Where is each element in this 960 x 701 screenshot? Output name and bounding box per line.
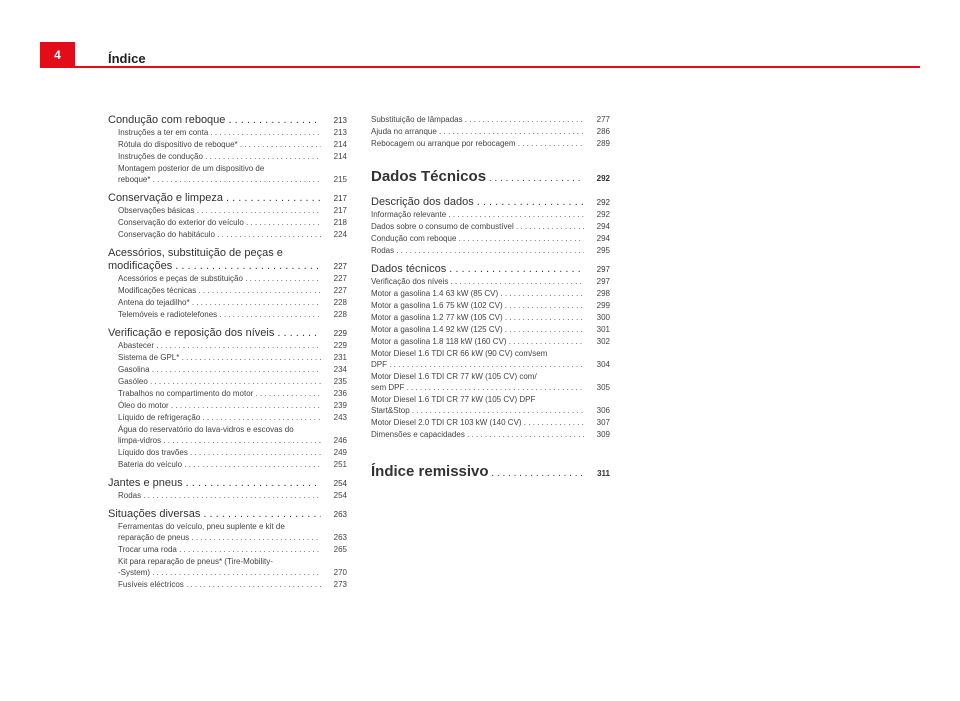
toc-page-number: 243 xyxy=(333,413,347,422)
toc-chapter-label: Índice remissivo xyxy=(371,463,489,480)
toc-page-number: 231 xyxy=(333,353,347,362)
toc-entry[interactable] xyxy=(371,288,610,300)
toc-entry-label: Telemóveis e radiotelefones xyxy=(118,310,218,319)
toc-entry[interactable] xyxy=(108,376,347,388)
toc-entry-label: Conservação do habitáculo xyxy=(118,230,215,239)
toc-page-number: 213 xyxy=(333,128,347,137)
toc-entry-label: Motor a gasolina 1.2 77 kW (105 CV) xyxy=(371,313,503,322)
toc-page-number: 228 xyxy=(333,310,347,319)
toc-page-number: 228 xyxy=(333,298,347,307)
toc-entry[interactable] xyxy=(371,429,610,441)
toc-entry[interactable] xyxy=(371,324,610,336)
toc-page-number: 236 xyxy=(333,389,347,398)
toc-page-number: 249 xyxy=(333,448,347,457)
toc-page-number: 217 xyxy=(333,194,347,203)
toc-entry[interactable] xyxy=(108,544,347,556)
toc-entry-label: Motor Diesel 2.0 TDI CR 103 kW (140 CV) xyxy=(371,418,522,427)
toc-entry-label-line1: Motor Diesel 1.6 TDI CR 77 kW (105 CV) DPF xyxy=(371,395,536,404)
toc-entry-label: Instruções a ter em conta xyxy=(118,128,209,137)
toc-entry-label: Condução com reboque xyxy=(371,234,457,243)
toc-entry-label: Observações básicas xyxy=(118,206,195,215)
toc-page-number: 289 xyxy=(596,139,610,148)
toc-entry-multiline[interactable] xyxy=(108,425,347,447)
toc-entry[interactable] xyxy=(371,221,610,233)
toc-entry[interactable] xyxy=(108,151,347,163)
toc-page-number: 263 xyxy=(333,533,347,542)
toc-page-number: 297 xyxy=(596,277,610,286)
toc-entry[interactable] xyxy=(371,126,610,138)
toc-entry-label-line1: Motor Diesel 1.6 TDI CR 66 kW (90 CV) com/sem xyxy=(371,349,548,358)
toc-entry-multiline[interactable] xyxy=(371,349,610,371)
toc-entry-label: Motor a gasolina 1.6 75 kW (102 CV) xyxy=(371,301,503,310)
toc-entry[interactable] xyxy=(108,352,347,364)
toc-entry[interactable] xyxy=(371,300,610,312)
toc-section-acessorios[interactable] xyxy=(108,247,347,273)
toc-entry-label: Ajuda no arranque xyxy=(371,127,437,136)
toc-entry-label-line2: -System) xyxy=(118,568,150,577)
toc-page-number: 286 xyxy=(596,127,610,136)
toc-page-number: 298 xyxy=(596,289,610,298)
toc-right-column xyxy=(371,114,610,483)
toc-entry-label-line2: Start&Stop xyxy=(371,406,410,415)
toc-page-number: 306 xyxy=(596,406,610,415)
toc-entry-label-line1: Motor Diesel 1.6 TDI CR 77 kW (105 CV) com/ xyxy=(371,372,537,381)
toc-page-number: 215 xyxy=(333,175,347,184)
toc-page-number: 270 xyxy=(333,568,347,577)
toc-entry-label: Informação relevante xyxy=(371,210,447,219)
toc-section-jantes[interactable] xyxy=(108,477,347,490)
toc-page-number: 229 xyxy=(333,341,347,350)
toc-entry-label: Verificação dos níveis xyxy=(371,277,449,286)
toc-entry-label: Motor a gasolina 1.8 118 kW (160 CV) xyxy=(371,337,507,346)
toc-page-number: 214 xyxy=(333,140,347,149)
toc-entry[interactable] xyxy=(371,114,610,126)
toc-page-number: 227 xyxy=(333,286,347,295)
toc-entry-label-line2: reboque* xyxy=(118,175,151,184)
toc-entry-label: Substituição de lâmpadas xyxy=(371,115,463,124)
toc-page-number: 302 xyxy=(596,337,610,346)
toc-entry-label: Bateria do veículo xyxy=(118,460,183,469)
toc-entry-label: Rebocagem ou arranque por rebocagem xyxy=(371,139,516,148)
toc-entry[interactable] xyxy=(108,205,347,217)
toc-page-number: 254 xyxy=(333,491,347,500)
toc-section-verificacao[interactable] xyxy=(108,327,347,340)
toc-page-number: 297 xyxy=(596,265,610,274)
toc-section-situacoes[interactable] xyxy=(108,508,347,521)
toc-entry[interactable] xyxy=(108,309,347,321)
toc-page-number: 300 xyxy=(596,313,610,322)
toc-section-label: Jantes e pneus xyxy=(108,477,183,489)
toc-page-number: 294 xyxy=(596,222,610,231)
toc-section-label-line2: modificações xyxy=(108,260,173,272)
toc-entry-label: Óleo do motor xyxy=(118,401,169,410)
toc-page-number: 263 xyxy=(333,510,347,519)
toc-entry-label: Trocar uma roda xyxy=(118,545,177,554)
toc-page-number: 305 xyxy=(596,383,610,392)
toc-entry-multiline[interactable] xyxy=(108,557,347,579)
toc-entry-label: Líquido de refrigeração xyxy=(118,413,201,422)
toc-entry[interactable] xyxy=(371,245,610,257)
toc-page-number: 295 xyxy=(596,246,610,255)
toc-entry[interactable] xyxy=(371,312,610,324)
toc-entry-label: Fusíveis eléctricos xyxy=(118,580,184,589)
toc-entry-label: Antena do tejadilho* xyxy=(118,298,190,307)
toc-section-label-line1: Acessórios, substituição de peças e xyxy=(108,247,283,259)
toc-section-label: Conservação e limpeza xyxy=(108,192,223,204)
toc-page-number: 292 xyxy=(596,198,610,207)
toc-page-number: 311 xyxy=(597,469,610,478)
toc-entry-label: Trabalhos no compartimento do motor xyxy=(118,389,254,398)
toc-page-number: 235 xyxy=(333,377,347,386)
page-title: Índice xyxy=(108,51,146,66)
toc-entry-multiline[interactable] xyxy=(371,372,610,394)
toc-entry[interactable] xyxy=(108,447,347,459)
toc-entry-label: Dimensões e capacidades xyxy=(371,430,465,439)
toc-page-number: 309 xyxy=(596,430,610,439)
toc-entry-label-line2: limpa-vidros xyxy=(118,436,162,445)
toc-page-number: 299 xyxy=(596,301,610,310)
toc-page-number: 218 xyxy=(333,218,347,227)
toc-entry-label-line1: Kit para reparação de pneus* (Tire-Mobility- xyxy=(118,557,273,566)
toc-page-number: 251 xyxy=(333,460,347,469)
toc-entry-label: Instruções de condução xyxy=(118,152,203,161)
toc-entry[interactable] xyxy=(108,139,347,151)
toc-entry[interactable] xyxy=(108,340,347,352)
toc-entry[interactable] xyxy=(108,285,347,297)
toc-entry-label: Rodas xyxy=(118,491,142,500)
toc-page-number: 292 xyxy=(596,210,610,219)
toc-entry-label: Sistema de GPL* xyxy=(118,353,180,362)
toc-entry-label: Motor a gasolina 1.4 92 kW (125 CV) xyxy=(371,325,503,334)
toc-entry[interactable] xyxy=(108,490,347,502)
toc-entry[interactable] xyxy=(371,138,610,150)
toc-entry-label-line1: Água do reservatório do lava-vidros e escovas do xyxy=(118,425,294,434)
toc-entry[interactable] xyxy=(108,459,347,471)
toc-entry-multiline[interactable] xyxy=(108,522,347,544)
toc-entry-label: Motor a gasolina 1.4 63 kW (85 CV) xyxy=(371,289,499,298)
toc-entry[interactable] xyxy=(108,217,347,229)
toc-entry[interactable] xyxy=(371,417,610,429)
header-divider xyxy=(40,66,920,68)
toc-entry-label: Rodas xyxy=(371,246,395,255)
toc-section-label: Dados técnicos xyxy=(371,263,447,275)
toc-entry-multiline[interactable] xyxy=(108,164,347,186)
toc-section-label: Situações diversas xyxy=(108,508,201,520)
toc-entry-label-line2: reparação de pneus xyxy=(118,533,190,542)
toc-page-number: 227 xyxy=(333,274,347,283)
toc-section-label: Descrição dos dados xyxy=(371,196,474,208)
toc-entry-label: Líquido dos travões xyxy=(118,448,188,457)
toc-chapter-dados-tecnicos[interactable] xyxy=(371,168,610,188)
toc-entry-label-line2: DPF xyxy=(371,360,387,369)
toc-page-number: 265 xyxy=(333,545,347,554)
toc-entry-label: Abastecer xyxy=(118,341,155,350)
toc-page-number: 224 xyxy=(333,230,347,239)
toc-page-number: 254 xyxy=(333,479,347,488)
toc-page-number: 246 xyxy=(333,436,347,445)
toc-page-number: 273 xyxy=(333,580,347,589)
toc-entry-label: Modificações técnicas xyxy=(118,286,197,295)
toc-entry-label-line2: sem DPF xyxy=(371,383,405,392)
toc-page-number: 239 xyxy=(333,401,347,410)
toc-entry[interactable] xyxy=(108,412,347,424)
toc-entry[interactable] xyxy=(108,364,347,376)
toc-entry-multiline[interactable] xyxy=(371,395,610,417)
toc-entry-label: Gasóleo xyxy=(118,377,148,386)
toc-entry-label-line1: Ferramentas do veículo, pneu suplente e kit de xyxy=(118,522,285,531)
toc-page-number: 307 xyxy=(596,418,610,427)
toc-entry-label: Gasolina xyxy=(118,365,150,374)
toc-entry[interactable] xyxy=(371,233,610,245)
toc-chapter-indice-remissivo[interactable] xyxy=(371,463,610,483)
toc-page-number: 301 xyxy=(596,325,610,334)
toc-section-conservacao[interactable] xyxy=(108,192,347,205)
toc-section-reboque[interactable] xyxy=(108,114,347,127)
toc-left-column xyxy=(108,114,347,591)
toc-entry[interactable] xyxy=(108,579,347,591)
toc-entry[interactable] xyxy=(108,388,347,400)
toc-page-number: 214 xyxy=(333,152,347,161)
toc-page-number: 292 xyxy=(596,174,610,183)
toc-page-number: 213 xyxy=(333,116,347,125)
toc-page-number: 294 xyxy=(596,234,610,243)
toc-entry[interactable] xyxy=(371,276,610,288)
page-number: 4 xyxy=(54,48,61,62)
toc-entry[interactable] xyxy=(108,273,347,285)
toc-entry[interactable] xyxy=(371,336,610,348)
toc-entry-label: Conservação do exterior do veículo xyxy=(118,218,244,227)
toc-entry-label: Dados sobre o consumo de combustível xyxy=(371,222,514,231)
toc-page-number: 229 xyxy=(333,329,347,338)
toc-page-number: 304 xyxy=(596,360,610,369)
toc-chapter-label: Dados Técnicos xyxy=(371,168,487,185)
toc-section-descricao[interactable] xyxy=(371,196,610,209)
toc-entry[interactable] xyxy=(108,229,347,241)
toc-page-number: 227 xyxy=(333,262,347,271)
toc-entry-label: Acessórios e peças de substituição xyxy=(118,274,243,283)
toc-page-number: 217 xyxy=(333,206,347,215)
toc-entry[interactable] xyxy=(108,400,347,412)
toc-page-number: 234 xyxy=(333,365,347,374)
toc-section-label: Condução com reboque xyxy=(108,114,226,126)
toc-entry-label-line1: Montagem posterior de um dispositivo de xyxy=(118,164,265,173)
toc-entry[interactable] xyxy=(108,297,347,309)
toc-section-dados-tecnicos[interactable] xyxy=(371,263,610,276)
toc-entry-label: Rótula do dispositivo de reboque* xyxy=(118,140,238,149)
toc-entry[interactable] xyxy=(108,127,347,139)
toc-entry[interactable] xyxy=(371,209,610,221)
toc-page-number: 277 xyxy=(596,115,610,124)
toc-section-label: Verificação e reposição dos níveis xyxy=(108,327,275,339)
